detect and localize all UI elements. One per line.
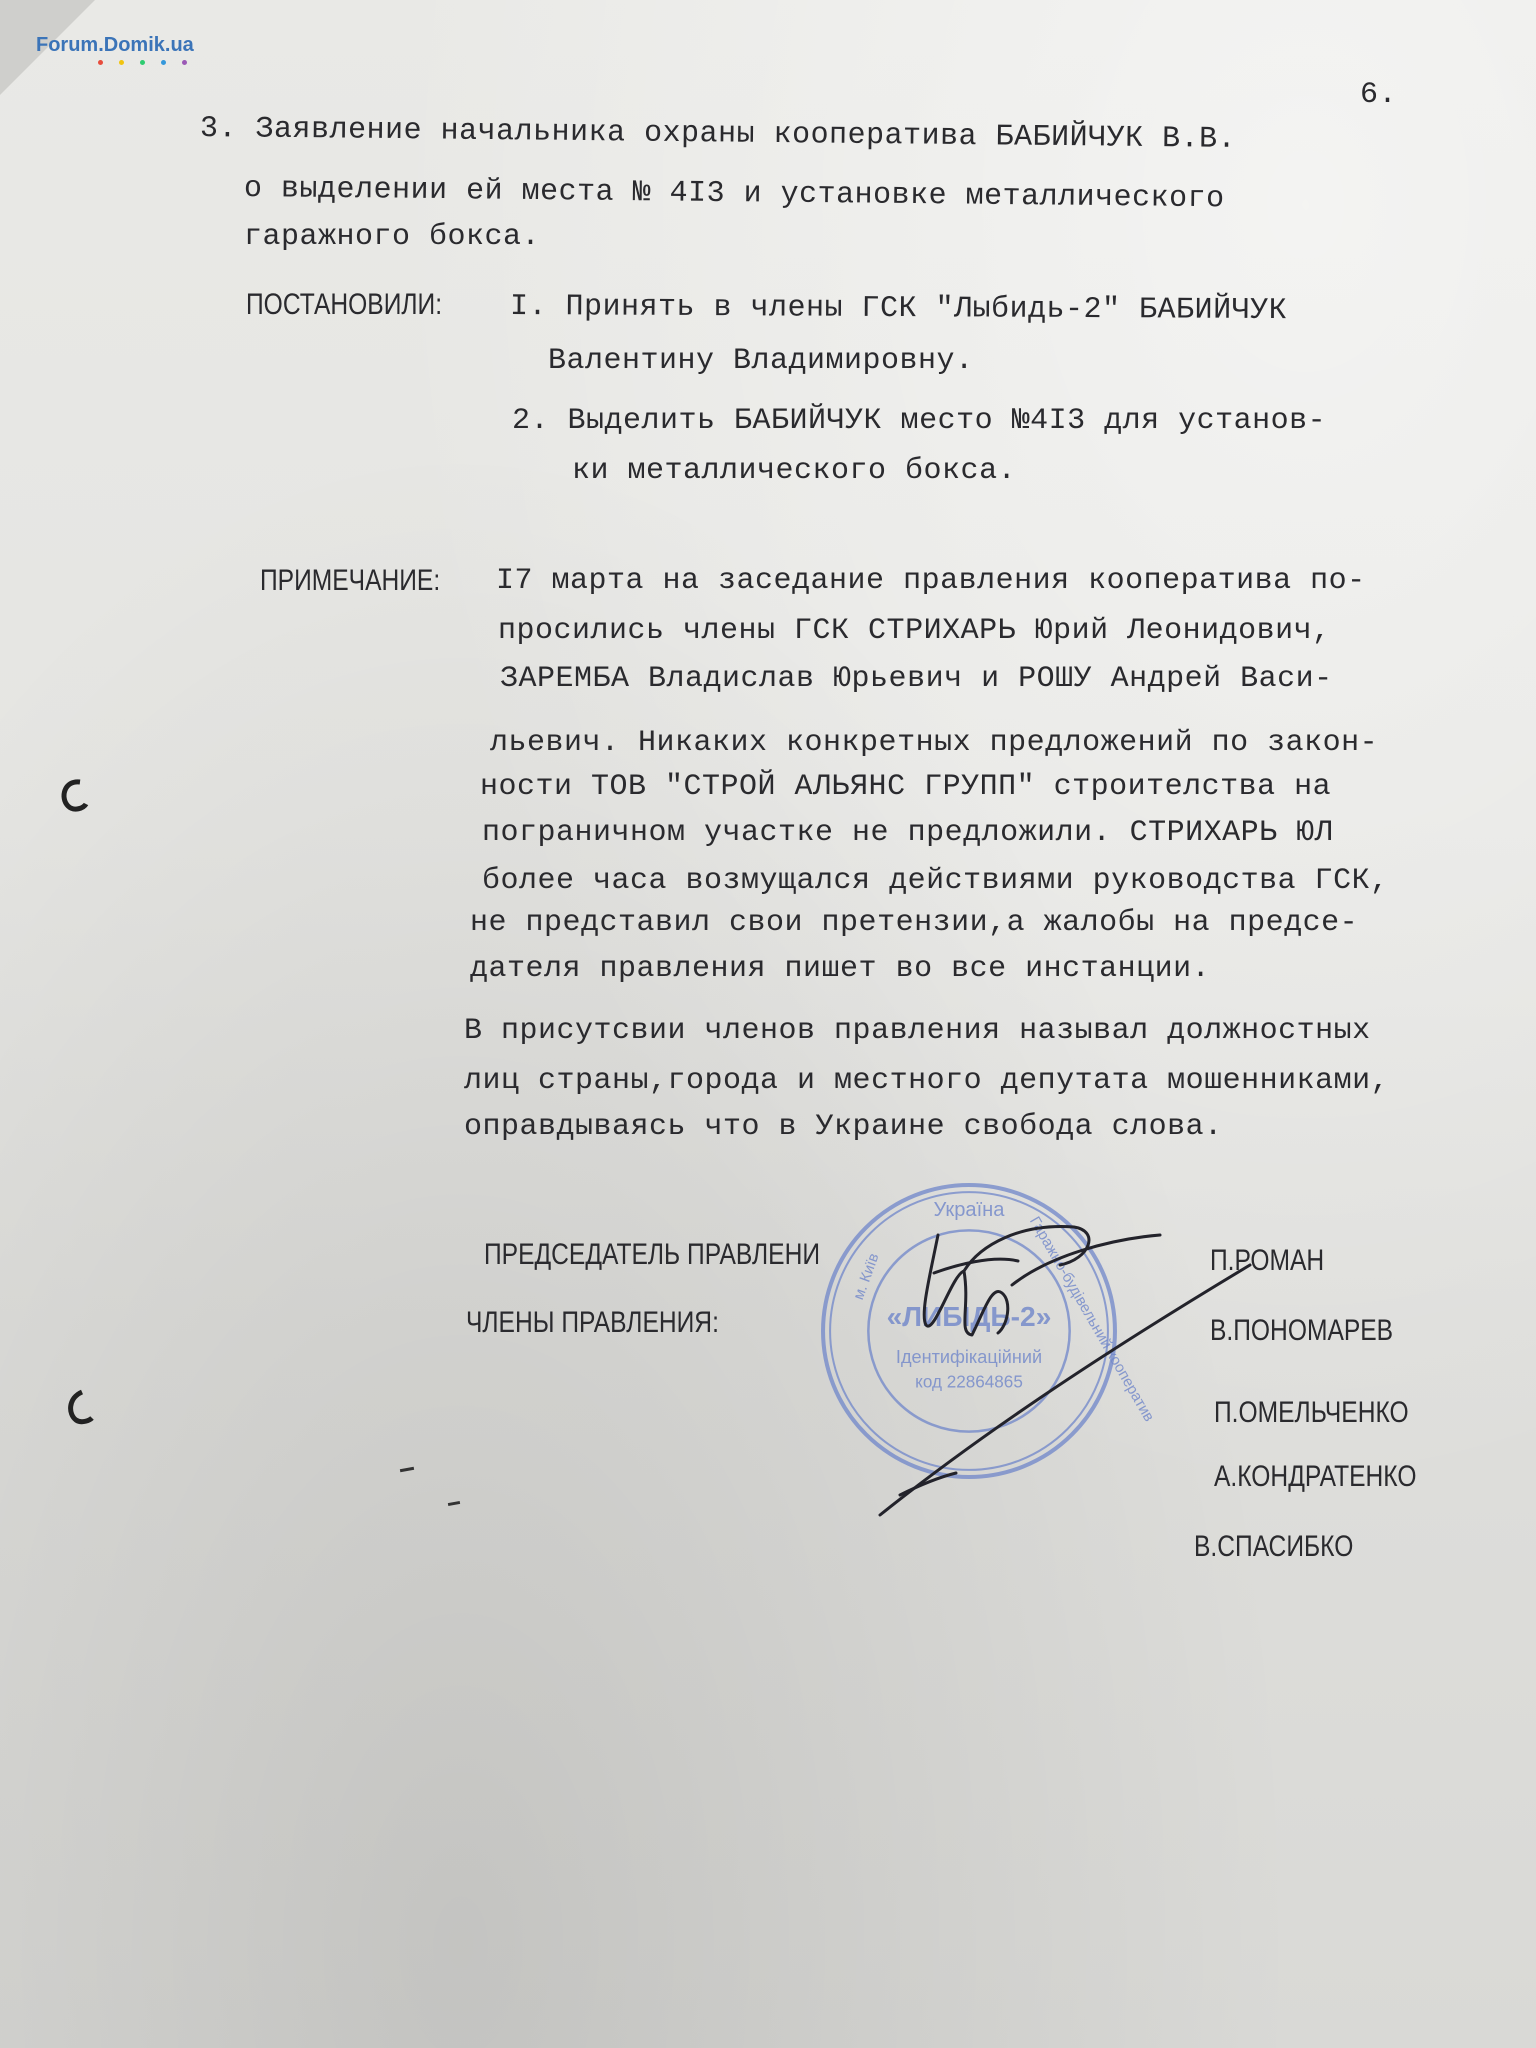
watermark-dot <box>140 60 145 65</box>
watermark-dot <box>98 60 103 65</box>
item3-line1: 3. Заявление начальника охраны кооператива БАБИЙЧУК В.В. <box>199 112 1237 157</box>
signatory-name: А.КОНДРАТЕНКО <box>1214 1460 1417 1493</box>
note-paragraph2-line: лиц страны,города и местного депутата мошенниками, <box>464 1064 1390 1098</box>
signatory-name: П.ОМЕЛЬЧЕНКО <box>1214 1396 1409 1429</box>
chairman-label: ПРЕДСЕДАТЕЛЬ ПРАВЛЕНИ <box>484 1238 821 1271</box>
note-line: пограничном участке не предложили. СТРИХАРЬ ЮЛ <box>482 816 1334 850</box>
binder-hole <box>62 1388 92 1428</box>
signatory-name: В.СПАСИБКО <box>1194 1530 1354 1563</box>
note-line: более часа возмущался действиями руководства ГСК, <box>482 864 1389 898</box>
page-number: 6. <box>1360 78 1398 112</box>
stamp-id-line1: Ідентифікаційний <box>895 1347 1043 1368</box>
watermark-dot <box>119 60 124 65</box>
resolved-point2-line1: 2. Выделить БАБИЙЧУК место №4I3 для установ- <box>512 404 1327 438</box>
note-line: льевич. Никаких конкретных предложений по закон- <box>490 726 1379 760</box>
note-line: ности ТОВ "СТРОЙ АЛЬЯНС ГРУПП" строителства на <box>480 770 1332 804</box>
item3-line2: о выделении ей места № 4I3 и установке металлического <box>243 172 1225 217</box>
ink-mark <box>400 1467 414 1472</box>
stamp-id-line2: код 22864865 <box>915 1372 1023 1392</box>
handwritten-signature <box>860 1215 1260 1535</box>
stamp-center-name: «ЛИБІДЬ-2» <box>886 1299 1052 1332</box>
binder-hole <box>56 776 86 816</box>
item3-line3: гаражного бокса. <box>244 220 541 254</box>
signatory-name: П.РОМАН <box>1210 1244 1325 1277</box>
watermark-dot <box>161 60 166 65</box>
resolved-point1-line1: I. Принять в члены ГСК "Лыбидь-2" БАБИЙЧУК <box>509 290 1288 329</box>
signatory-name: В.ПОНОМАРЕВ <box>1210 1314 1394 1347</box>
stamp-ring-right: Гаражно-будівельний кооператив <box>1025 1213 1158 1425</box>
note-line: I7 марта на заседание правления кооператива по- <box>496 564 1366 598</box>
note-line: дателя правления пишет во все инстанции. <box>470 952 1211 986</box>
note-label: ПРИМЕЧАНИЕ: <box>260 564 441 597</box>
resolved-point1-line2: Валентину Владимировну. <box>548 344 974 378</box>
board-members-label: ЧЛЕНЫ ПРАВЛЕНИЯ: <box>466 1306 719 1339</box>
note-paragraph2-line: В присутсвии членов правления называл должностных <box>464 1014 1371 1048</box>
watermark-dot <box>182 60 187 65</box>
note-paragraph2-line: оправдываясь что в Украине свобода слова. <box>464 1110 1223 1144</box>
note-line: ЗАРЕМБА Владислав Юрьевич и РОШУ Андрей Васи- <box>500 662 1333 696</box>
resolved-label: ПОСТАНОВИЛИ: <box>246 288 443 321</box>
note-line: не представил свои претензии,а жалобы на предсе- <box>470 906 1359 940</box>
note-line: просились члены ГСК СТРИХАРЬ Юрий Леонидович, <box>498 614 1331 648</box>
ink-mark <box>448 1501 460 1506</box>
watermark-dots <box>98 60 187 65</box>
stamp-ring-top: Україна <box>933 1199 1005 1222</box>
watermark-logo: Forum.Domik.ua <box>36 34 194 56</box>
resolved-point2-line2: ки металлического бокса. <box>572 454 1017 488</box>
stamp-ring-left: м. Київ <box>850 1251 883 1303</box>
